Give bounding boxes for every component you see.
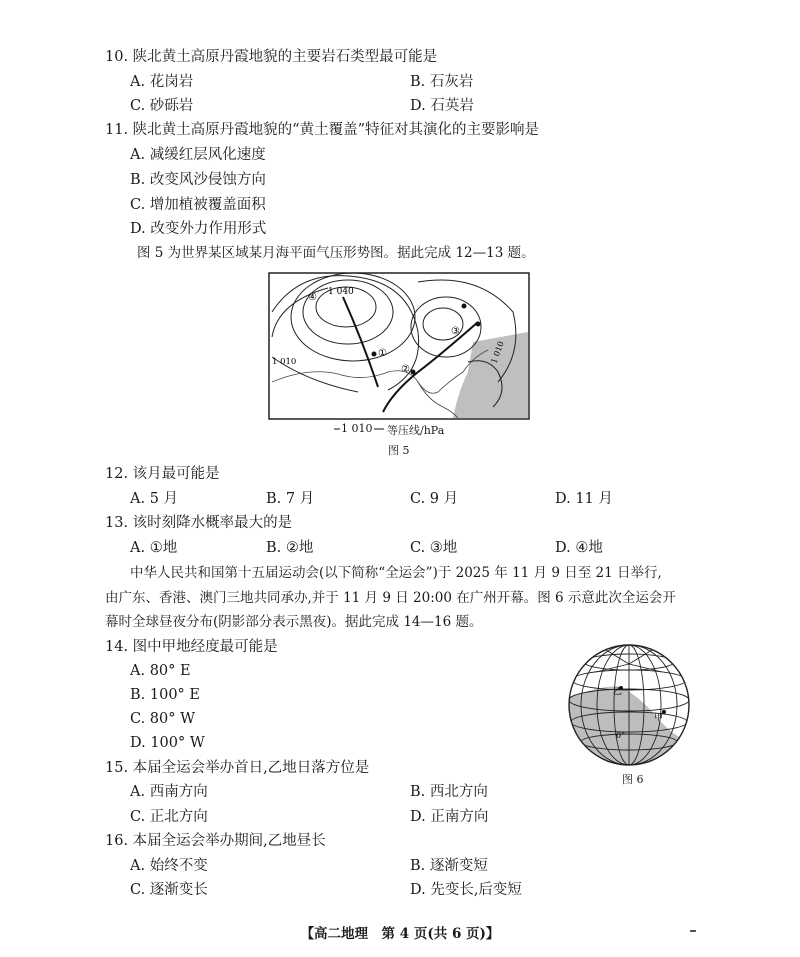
question-15-stem: 15. 本届全运会举办首日,乙地日落方位是 [105,760,370,776]
label-1010-left: 1 010 [272,357,297,367]
label-1010-right: 1 010 [489,340,506,365]
question-11-stem: 11. 陕北黄土高原丹霞地貌的“黄土覆盖”特征对其演化的主要影响是 [105,122,539,138]
fig6-caption: 图 6 [622,773,644,786]
q14-option-b[interactable]: B. 100° E [130,687,200,703]
q12-option-d[interactable]: D. 11 月 [555,491,613,507]
question-13-stem: 13. 该时刻降水概率最大的是 [105,515,293,531]
question-14-stem: 14. 图中甲地经度最可能是 [105,639,278,655]
q12-option-b[interactable]: B. 7 月 [266,491,315,507]
q15-option-d[interactable]: D. 正南方向 [410,809,489,825]
label-3: ③ [451,326,460,337]
label-yi: 乙 [613,687,623,697]
q12-option-a[interactable]: A. 5 月 [130,491,179,507]
question-10-stem: 10. 陕北黄土高原丹霞地貌的主要岩石类型最可能是 [105,49,438,65]
fig5-legend-value: 1 010 [341,422,373,435]
q10-option-a[interactable]: A. 花岗岩 [130,74,194,90]
q15-option-a[interactable]: A. 西南方向 [130,784,208,800]
q11-option-d[interactable]: D. 改变外力作用形式 [130,221,267,237]
figure-5-pressure-map [268,272,530,420]
q10-option-c[interactable]: C. 砂砾岩 [130,98,194,114]
label-1040: 1 040 [328,287,354,297]
fig6-intro-line2: 由广东、香港、澳门三地共同承办,并于 11 月 9 日 20:00 在广州开幕。图 6 示意此次全运会开 [105,590,676,606]
q16-option-a[interactable]: A. 始终不变 [130,858,208,874]
q16-option-d[interactable]: D. 先变长,后变短 [410,882,522,898]
q14-option-a[interactable]: A. 80° E [130,663,191,679]
fig5-caption: 图 5 [388,444,410,457]
q11-option-b[interactable]: B. 改变风沙侵蚀方向 [130,172,266,188]
label-jia: 甲 [654,713,664,723]
fig6-intro-line3: 幕时全球昼夜分布(阴影部分表示黑夜)。据此完成 14—16 题。 [105,614,483,630]
label-2: ② [401,364,410,375]
fig5-legend-text: 等压线/hPa [387,424,445,437]
q14-option-c[interactable]: C. 80° W [130,711,196,727]
q13-option-d[interactable]: D. ④地 [555,540,603,556]
q13-option-b[interactable]: B. ②地 [266,540,314,556]
q11-option-c[interactable]: C. 增加植被覆盖面积 [130,197,266,213]
label-zero: 0° [616,731,626,740]
question-16-stem: 16. 本届全运会举办期间,乙地昼长 [105,833,326,849]
label-4: ④ [308,292,317,303]
corner-mark [690,930,696,932]
q13-option-c[interactable]: C. ③地 [410,540,458,556]
fig6-intro-line1: 中华人民共和国第十五届运动会(以下简称“全运会”)于 2025 年 11 月 9 日至 21 日举行, [130,565,662,581]
label-1: ① [378,348,387,359]
q10-option-b[interactable]: B. 石灰岩 [410,74,474,90]
q14-option-d[interactable]: D. 100° W [130,735,205,751]
figure-6-globe [566,642,696,768]
page-footer: 【高二地理 第 4 页(共 6 页)】 [300,926,500,942]
q12-option-c[interactable]: C. 9 月 [410,491,459,507]
q13-option-a[interactable]: A. ①地 [130,540,178,556]
q16-option-b[interactable]: B. 逐渐变短 [410,858,488,874]
fig5-intro: 图 5 为世界某区域某月海平面气压形势图。据此完成 12—13 题。 [137,245,535,261]
q15-option-c[interactable]: C. 正北方向 [130,809,208,825]
question-12-stem: 12. 该月最可能是 [105,466,220,482]
q16-option-c[interactable]: C. 逐渐变长 [130,882,208,898]
q10-option-d[interactable]: D. 石英岩 [410,98,474,114]
q15-option-b[interactable]: B. 西北方向 [410,784,488,800]
q11-option-a[interactable]: A. 减缓红层风化速度 [130,147,266,163]
